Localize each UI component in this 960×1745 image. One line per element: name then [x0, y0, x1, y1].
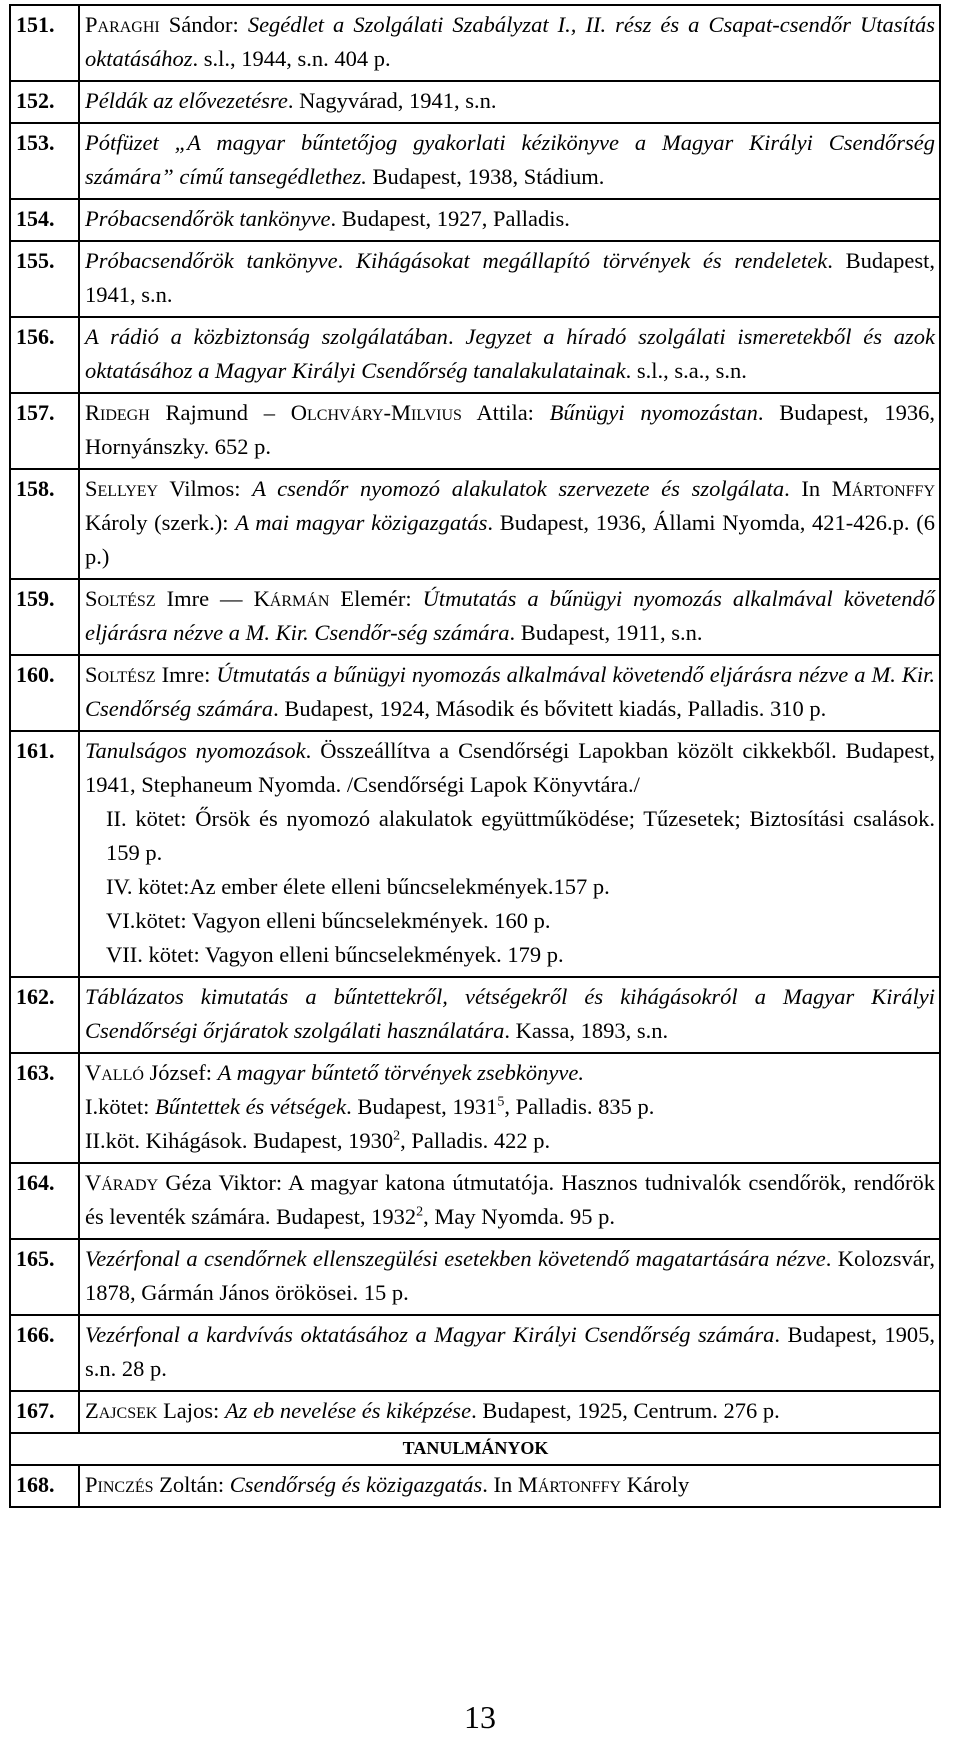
entry-text: . Kolozsvár, 1878, Gármán János örökösei. 15 p. — [85, 1246, 935, 1305]
entry-text: I.kötet: — [85, 1094, 155, 1119]
bibliography-entry — [10, 1315, 940, 1391]
author-name: Ridegh — [85, 400, 150, 425]
section-heading-row — [10, 1433, 940, 1465]
title-text: Vezérfonal a kardvívás oktatásához a Magyar Királyi Csendőrség számára — [85, 1322, 775, 1347]
entry-citation — [79, 1315, 940, 1391]
entry-number: 153. — [10, 123, 79, 199]
entry-number: 163. — [10, 1053, 79, 1163]
entry-text: . s.l., 1944, s.n. 404 p. — [192, 46, 391, 71]
entry-citation — [79, 1239, 940, 1315]
author-name: Valló — [85, 1060, 144, 1085]
volume-line — [85, 1090, 935, 1124]
entry-text: . — [337, 248, 357, 273]
bibliography-entry — [10, 469, 940, 579]
entry-number: 159. — [10, 579, 79, 655]
entry-text: Károly (szerk.): — [85, 510, 236, 535]
author-name: Soltész — [85, 586, 156, 611]
bibliography-entry — [10, 241, 940, 317]
entry-citation — [79, 1053, 940, 1163]
entry-citation — [79, 199, 940, 241]
entry-text: . — [447, 324, 466, 349]
citation-main — [85, 1394, 935, 1428]
entry-text: Attila: — [461, 400, 550, 425]
entry-text: Sándor: — [159, 12, 248, 37]
author-name: Mártonffy — [517, 1472, 622, 1497]
entry-text: Imre — — [155, 586, 254, 611]
bibliography-entry — [10, 317, 940, 393]
bibliography-entry — [10, 81, 940, 123]
entry-text: . s.l., s.a., s.n. — [625, 358, 747, 383]
author-name: Paraghi — [85, 12, 160, 37]
title-text: Segédlet a Szolgálati Szabályzat I., II. rész és a Csapat-csendőr Utasítás oktatásához — [85, 12, 935, 71]
entry-number: 164. — [10, 1163, 79, 1239]
entry-text: Géza Viktor: A magyar katona útmutatója. Hasznos tudnivalók csendőrök, rendőrök és leventék számára. Budapest, 1932 — [85, 1170, 935, 1229]
entry-number: 168. — [10, 1465, 79, 1507]
title-text: Útmutatás a bűnügyi nyomozás alkalmával követendő eljárásra nézve a M. Kir. Csendőrség számára — [85, 662, 935, 721]
bibliography-entry — [10, 1465, 940, 1507]
entry-number: 160. — [10, 655, 79, 731]
entry-text: . Budapest, 1936, Hornyánszky. 652 p. — [85, 400, 936, 459]
citation-main — [85, 126, 935, 194]
edition-superscript: 2 — [393, 1128, 401, 1144]
entry-text: . Budapest, 1911, s.n. — [509, 620, 703, 645]
volume-line: VII. kötet: Vagyon elleni bűncselekmények. 179 p. — [106, 942, 564, 967]
entry-text: Zoltán: — [153, 1472, 230, 1497]
title-text: Tanulságos nyomozások — [85, 738, 306, 763]
citation-main — [85, 980, 935, 1048]
bibliography-entry — [10, 5, 940, 81]
entry-number: 166. — [10, 1315, 79, 1391]
entry-number: 151. — [10, 5, 79, 81]
bibliography-entry — [10, 1053, 940, 1163]
citation-main — [85, 658, 935, 726]
entry-text: . Budapest, 1941, s.n. — [85, 248, 935, 307]
entry-text: . Budapest, 1931 — [346, 1094, 498, 1119]
entry-citation — [79, 977, 940, 1053]
section-heading: TANULMÁNYOK — [10, 1433, 940, 1465]
entry-citation — [79, 123, 940, 199]
entry-citation — [79, 1163, 940, 1239]
entry-text: . In — [784, 476, 832, 501]
title-text: A mai magyar közigazgatás — [235, 510, 488, 535]
entry-citation — [79, 1465, 940, 1507]
entry-citation — [79, 469, 940, 579]
citation-main — [85, 1242, 935, 1310]
entry-text: . Nagyvárad, 1941, s.n. — [287, 88, 497, 113]
citation-main — [85, 396, 935, 464]
bibliography-entry — [10, 1391, 940, 1433]
entry-text: . Kassa, 1893, s.n. — [504, 1018, 669, 1043]
author-name: Zajcsek — [85, 1398, 158, 1423]
citation-main — [85, 1468, 935, 1502]
entry-citation — [79, 241, 940, 317]
entry-number: 154. — [10, 199, 79, 241]
title-text: Próbacsendőrök tankönyve — [85, 206, 331, 231]
title-text: Jegyzet a híradó szolgálati ismeretekből és azok oktatásához a Magyar Királyi Csendőrség tanalakulatainak — [85, 324, 936, 383]
bibliography-body — [10, 5, 940, 1507]
entry-citation — [79, 655, 940, 731]
citation-main — [85, 202, 935, 236]
entry-text: , May Nyomda. 95 p. — [423, 1204, 615, 1229]
entry-text: Imre: — [155, 662, 217, 687]
entry-number: 156. — [10, 317, 79, 393]
title-text: A csendőr nyomozó alakulatok szervezete és szolgálata — [252, 476, 785, 501]
entry-text: , Palladis. 835 p. — [504, 1094, 655, 1119]
entry-text: . Összeállítva a Csendőrségi Lapokban közölt cikkekből. Budapest, 1941, Stephaneum Nyomda. /Csendőrségi Lapok Könyvtára./ — [85, 738, 936, 797]
entry-text: . Budapest, 1936, Állami Nyomda, 421-426.p. (6 p.) — [85, 510, 935, 569]
bibliography-entry — [10, 123, 940, 199]
author-name: Pinczés — [85, 1472, 154, 1497]
title-text: Bűntettek és vétségek — [154, 1094, 347, 1119]
entry-citation — [79, 393, 940, 469]
edition-superscript: 5 — [497, 1094, 505, 1110]
entry-text: . Budapest, 1925, Centrum. 276 p. — [471, 1398, 780, 1423]
title-text: A rádió a közbiztonság szolgálatában — [85, 324, 448, 349]
citation-main — [85, 84, 935, 118]
bibliography-entry — [10, 731, 940, 977]
citation-main — [85, 582, 935, 650]
entry-number: 155. — [10, 241, 79, 317]
entry-text: Károly — [621, 1472, 690, 1497]
entry-citation — [79, 579, 940, 655]
entry-text: . Budapest, 1927, Palladis. — [330, 206, 570, 231]
entry-text: . Budapest, 1905, s.n. 28 p. — [85, 1322, 935, 1381]
citation-main — [85, 8, 935, 76]
title-text: A magyar bűntető törvények zsebkönyve. — [217, 1060, 584, 1085]
volume-line: II. kötet: Őrsök és nyomozó alakulatok együttműködése; Tűzesetek; Biztosítási csalások. 159 p. — [106, 806, 935, 865]
entry-text: Elemér: — [329, 586, 423, 611]
entry-number: 167. — [10, 1391, 79, 1433]
entry-text: . In — [482, 1472, 518, 1497]
bibliography-table — [9, 4, 941, 1508]
entry-citation — [79, 317, 940, 393]
title-text: Próbacsendőrök tankönyve — [85, 248, 338, 273]
title-text: Csendőrség és közigazgatás — [229, 1472, 483, 1497]
author-name: Soltész — [85, 662, 156, 687]
citation-main — [85, 734, 935, 802]
author-name: Kármán — [253, 586, 330, 611]
entry-text: , Palladis. 422 p. — [400, 1128, 551, 1153]
citation-main — [85, 1056, 935, 1090]
entry-text: Rajmund – — [149, 400, 291, 425]
title-text: Pótfüzet „A magyar bűntetőjog gyakorlati kézikönyve a Magyar Királyi Csendőrség számára” című tansegédlethez. — [85, 130, 935, 189]
entry-citation — [79, 81, 940, 123]
bibliography-entry — [10, 977, 940, 1053]
citation-main — [85, 244, 935, 312]
entry-text: Lajos: — [157, 1398, 225, 1423]
volume-line: IV. kötet:Az ember élete elleni bűncselekmények.157 p. — [106, 874, 610, 899]
citation-main — [85, 1166, 935, 1234]
bibliography-entry — [10, 655, 940, 731]
entry-number: 152. — [10, 81, 79, 123]
volume-line: VI.kötet: Vagyon elleni bűncselekmények. 160 p. — [106, 908, 551, 933]
bibliography-entry — [10, 199, 940, 241]
citation-main — [85, 472, 935, 574]
author-name: Olchváry-Milvius — [290, 400, 462, 425]
citation-main — [85, 320, 935, 388]
entry-text: Budapest, 1938, Stádium. — [366, 164, 605, 189]
title-text: Táblázatos kimutatás a bűntettekről, vétségekről és kihágásokról a Magyar Királyi Csendőrségi őrjáratok szolgálati használatára — [85, 984, 935, 1043]
title-text: Kihágásokat megállapító törvények és rendeletek — [356, 248, 828, 273]
entry-text: József: — [143, 1060, 218, 1085]
title-text: Az eb nevelése és kiképzése — [224, 1398, 472, 1423]
title-text: Példák az elővezetésre — [85, 88, 288, 113]
entry-number: 162. — [10, 977, 79, 1053]
entry-number: 158. — [10, 469, 79, 579]
edition-superscript: 2 — [416, 1204, 424, 1220]
author-name: Várady — [85, 1170, 159, 1195]
bibliography-entry — [10, 393, 940, 469]
citation-main — [85, 1318, 935, 1386]
entry-citation — [79, 1391, 940, 1433]
entry-citation — [79, 5, 940, 81]
page-number: 13 — [464, 1699, 496, 1735]
entry-number: 157. — [10, 393, 79, 469]
title-text: Vezérfonal a csendőrnek ellenszegülési esetekben követendő magatartására nézve — [85, 1246, 826, 1271]
title-text: Útmutatás a bűnügyi nyomozás alkalmával követendő eljárásra nézve a M. Kir. Csendőr-ség számára — [85, 586, 935, 645]
entry-number: 165. — [10, 1239, 79, 1315]
bibliography-entry — [10, 1163, 940, 1239]
volume-line — [85, 1124, 935, 1158]
entry-citation — [79, 731, 940, 977]
entry-text: Vilmos: — [158, 476, 253, 501]
entry-text: . Budapest, 1924, Második és bővitett kiadás, Palladis. 310 p. — [273, 696, 827, 721]
entry-text: II.köt. Kihágások. Budapest, 1930 — [85, 1128, 394, 1153]
author-name: Sellyey — [85, 476, 159, 501]
entry-number: 161. — [10, 731, 79, 977]
author-name: Mártonffy — [831, 476, 935, 501]
bibliography-entry — [10, 1239, 940, 1315]
bibliography-entry — [10, 579, 940, 655]
title-text: Bűnügyi nyomozástan — [549, 400, 758, 425]
